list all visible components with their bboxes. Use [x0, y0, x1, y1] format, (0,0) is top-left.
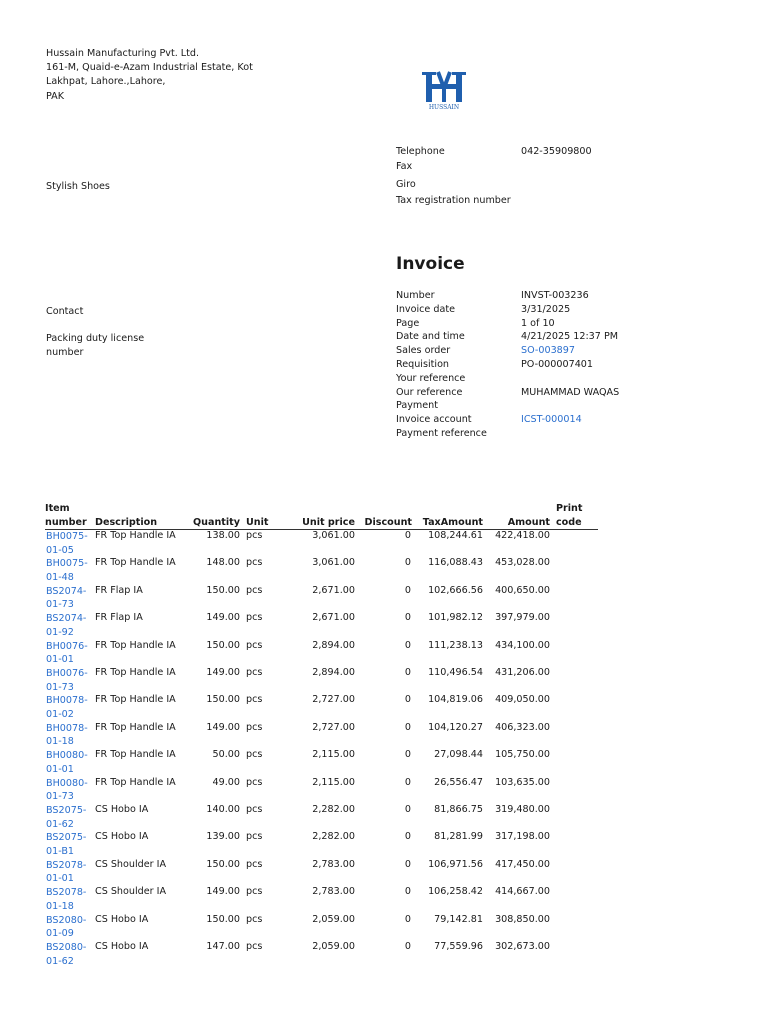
- item-quantity: 139.00: [206, 831, 240, 843]
- item-number-link[interactable]: BS2075- 01-62: [46, 805, 87, 830]
- item-number-link[interactable]: BS2078- 01-18: [46, 887, 87, 912]
- item-description: CS Hobo IA: [95, 913, 149, 925]
- item-description: FR Top Handle IA: [95, 721, 176, 733]
- table-row: [0, 530, 768, 557]
- item-quantity: 150.00: [206, 858, 240, 870]
- item-number-link[interactable]: BH0078- 01-18: [46, 722, 88, 748]
- item-unit-price: 2,671.00: [312, 584, 355, 596]
- header-unit: Unit: [246, 516, 269, 528]
- item-unit-price: 3,061.00: [312, 557, 355, 569]
- item-quantity: 138.00: [206, 530, 240, 541]
- item-tax-amount: 116,088.43: [428, 557, 483, 569]
- item-unit-price: 2,671.00: [312, 612, 355, 624]
- invoice-detail-value[interactable]: ICST-000014: [521, 414, 582, 426]
- item-discount: 0: [404, 721, 411, 733]
- item-description: CS Shoulder IA: [95, 886, 167, 898]
- item-tax-amount: 102,666.56: [428, 584, 483, 596]
- company-name: Hussain Manufacturing Pvt. Ltd.: [46, 48, 200, 59]
- header-description: Description: [95, 516, 158, 528]
- table-row: [0, 749, 768, 776]
- header-discount: Discount: [364, 516, 412, 528]
- invoice-detail-value: 4/21/2025 12:37 PM: [521, 331, 619, 343]
- header-tax-amount: TaxAmount: [422, 516, 483, 528]
- item-unit: pcs: [246, 639, 263, 651]
- item-number-link[interactable]: BH0078- 01-02: [46, 695, 88, 720]
- item-number-link[interactable]: BS2074- 01-73: [46, 585, 87, 611]
- item-unit: pcs: [246, 612, 263, 624]
- item-unit: pcs: [246, 584, 263, 596]
- item-quantity: 149.00: [206, 886, 240, 898]
- logo-text: HUSSAIN: [428, 104, 460, 111]
- contact-info-label: Telephone: [396, 146, 445, 157]
- item-discount: 0: [404, 584, 411, 596]
- item-tax-amount: 104,819.06: [428, 694, 483, 706]
- item-tax-amount: 104,120.27: [428, 721, 483, 733]
- invoice-detail-value: 1 of 10: [521, 317, 555, 329]
- customer-name: Stylish Shoes: [46, 181, 110, 192]
- item-tax-amount: 77,559.96: [434, 941, 483, 952]
- item-number-link[interactable]: BH0076- 01-01: [46, 640, 88, 666]
- item-quantity: 149.00: [206, 667, 240, 678]
- packing-duty-license-label: Packing duty license number: [46, 333, 145, 358]
- table-row: [0, 640, 768, 667]
- item-quantity: 49.00: [212, 776, 240, 788]
- item-description: FR Flap IA: [95, 612, 143, 624]
- invoice-detail-label: Page: [396, 317, 420, 329]
- contact-info-label: Tax registration number: [396, 195, 511, 206]
- item-amount: 414,667.00: [495, 886, 550, 898]
- item-unit-price: 3,061.00: [312, 530, 355, 541]
- contact-info-label: Fax: [396, 161, 413, 172]
- header-unit-price: Unit price: [302, 516, 355, 528]
- item-quantity: 150.00: [206, 694, 240, 706]
- item-number-link[interactable]: BS2078- 01-01: [46, 859, 87, 885]
- item-tax-amount: 101,982.12: [428, 612, 483, 624]
- item-number-link[interactable]: BS2080- 01-09: [46, 914, 87, 940]
- item-amount: 417,450.00: [495, 858, 550, 870]
- item-unit-price: 2,783.00: [312, 858, 355, 870]
- item-unit-price: 2,282.00: [312, 831, 355, 843]
- invoice-detail-value: PO-000007401: [521, 359, 594, 370]
- invoice-detail-value: MUHAMMAD WAQAS: [521, 386, 620, 398]
- item-amount: 406,323.00: [495, 721, 550, 733]
- item-discount: 0: [404, 831, 411, 843]
- item-unit: pcs: [246, 858, 263, 870]
- item-quantity: 149.00: [206, 612, 240, 624]
- invoice-detail-label: Number: [396, 290, 435, 301]
- item-unit-price: 2,894.00: [312, 667, 355, 678]
- invoice-detail-label: Your reference: [396, 372, 466, 384]
- item-description: FR Top Handle IA: [95, 667, 176, 678]
- item-quantity: 148.00: [206, 557, 240, 569]
- item-number-link[interactable]: BH0080- 01-73: [46, 777, 88, 803]
- item-number-link[interactable]: BH0076- 01-73: [46, 668, 88, 693]
- item-description: FR Flap IA: [95, 584, 143, 596]
- item-unit-price: 2,894.00: [312, 639, 355, 651]
- item-tax-amount: 111,238.13: [428, 639, 483, 651]
- table-row: [0, 557, 768, 584]
- header-amount: Amount: [507, 516, 550, 528]
- item-discount: 0: [404, 612, 411, 624]
- item-discount: 0: [404, 557, 411, 569]
- item-amount: 431,206.00: [495, 667, 550, 678]
- item-amount: 317,198.00: [495, 831, 550, 843]
- item-description: CS Hobo IA: [95, 941, 149, 952]
- item-unit-price: 2,115.00: [312, 749, 355, 761]
- invoice-detail-label: Payment reference: [396, 428, 487, 439]
- item-description: FR Top Handle IA: [95, 530, 176, 541]
- item-quantity: 149.00: [206, 721, 240, 733]
- contact-info-label: Giro: [396, 179, 416, 190]
- item-discount: 0: [404, 858, 411, 870]
- item-tax-amount: 81,281.99: [434, 831, 483, 843]
- invoice-detail-label: Date and time: [396, 331, 465, 343]
- item-discount: 0: [404, 886, 411, 898]
- invoice-detail-label: Sales order: [396, 345, 451, 357]
- item-unit: pcs: [246, 913, 263, 925]
- company-address: [46, 47, 266, 104]
- item-unit-price: 2,059.00: [312, 941, 355, 952]
- item-discount: 0: [404, 776, 411, 788]
- item-amount: 308,850.00: [495, 913, 550, 925]
- item-amount: 302,673.00: [495, 941, 550, 952]
- table-row: [0, 585, 768, 612]
- item-unit-price: 2,727.00: [312, 721, 355, 733]
- item-unit: pcs: [246, 804, 263, 815]
- item-unit: pcs: [246, 886, 263, 898]
- item-discount: 0: [404, 749, 411, 761]
- item-number-link[interactable]: BS2080- 01-62: [46, 942, 87, 967]
- item-tax-amount: 108,244.61: [428, 530, 483, 541]
- item-description: CS Hobo IA: [95, 831, 149, 843]
- item-discount: 0: [404, 639, 411, 651]
- table-row: [0, 886, 768, 913]
- item-unit: pcs: [246, 941, 263, 952]
- item-amount: 105,750.00: [495, 749, 550, 761]
- item-unit: pcs: [246, 530, 263, 541]
- table-row: [0, 831, 768, 858]
- item-amount: 400,650.00: [495, 584, 550, 596]
- company-logo: [420, 66, 468, 118]
- item-discount: 0: [404, 667, 411, 678]
- item-amount: 397,979.00: [495, 612, 550, 624]
- item-description: FR Top Handle IA: [95, 639, 176, 651]
- invoice-detail-value[interactable]: SO-003897: [521, 345, 575, 357]
- item-number-link[interactable]: BS2075- 01-B1: [46, 832, 87, 857]
- item-amount: 409,050.00: [495, 694, 550, 706]
- item-description: FR Top Handle IA: [95, 749, 176, 761]
- item-unit: pcs: [246, 667, 263, 678]
- item-unit: pcs: [246, 776, 263, 788]
- invoice-detail-label: Our reference: [396, 386, 463, 398]
- item-unit: pcs: [246, 694, 263, 706]
- item-quantity: 140.00: [206, 804, 240, 815]
- contact-label: Contact: [46, 306, 84, 317]
- company-address-line1: 161-M, Quaid-e-Azam Industrial Estate, Kot: [46, 62, 253, 74]
- item-tax-amount: 81,866.75: [434, 804, 483, 815]
- item-discount: 0: [404, 913, 411, 925]
- table-row: [0, 612, 768, 639]
- item-unit: pcs: [246, 831, 263, 843]
- item-unit-price: 2,727.00: [312, 694, 355, 706]
- item-quantity: 150.00: [206, 913, 240, 925]
- header-print-code: Print code: [556, 503, 583, 528]
- item-unit: pcs: [246, 749, 263, 761]
- item-unit-price: 2,282.00: [312, 804, 355, 815]
- item-unit: pcs: [246, 557, 263, 569]
- contact-info-value: 042-35909800: [521, 146, 592, 157]
- table-row: [0, 667, 768, 694]
- item-description: FR Top Handle IA: [95, 776, 176, 788]
- item-discount: 0: [404, 530, 411, 541]
- item-description: FR Top Handle IA: [95, 694, 176, 706]
- table-row: [0, 722, 768, 749]
- company-address-line2: Lakhpat, Lahore.,Lahore,: [46, 76, 166, 88]
- item-tax-amount: 27,098.44: [434, 749, 483, 761]
- item-number-link[interactable]: BS2074- 01-92: [46, 613, 87, 638]
- table-row: [0, 777, 768, 804]
- item-description: FR Top Handle IA: [95, 557, 176, 569]
- item-number-link[interactable]: BH0075- 01-05: [46, 531, 88, 556]
- item-description: CS Shoulder IA: [95, 858, 167, 870]
- item-amount: 319,480.00: [495, 804, 550, 815]
- item-discount: 0: [404, 694, 411, 706]
- item-number-link[interactable]: BH0075- 01-48: [46, 558, 88, 583]
- item-tax-amount: 26,556.47: [434, 776, 483, 788]
- item-number-link[interactable]: BH0080- 01-01: [46, 750, 88, 775]
- page-title: Invoice: [396, 254, 465, 274]
- item-amount: 453,028.00: [495, 557, 550, 569]
- item-amount: 103,635.00: [495, 776, 550, 788]
- item-quantity: 150.00: [206, 584, 240, 596]
- invoice-detail-label: Payment: [396, 400, 439, 412]
- invoice-detail-value: 3/31/2025: [521, 303, 571, 315]
- item-tax-amount: 79,142.81: [434, 913, 483, 925]
- item-amount: 422,418.00: [495, 530, 550, 541]
- table-row: [0, 859, 768, 886]
- invoice-detail-label: Invoice date: [396, 303, 455, 315]
- table-row: [0, 941, 768, 968]
- item-unit-price: 2,783.00: [312, 886, 355, 898]
- company-country: PAK: [46, 90, 65, 102]
- invoice-detail-label: Requisition: [396, 359, 450, 370]
- table-row: [0, 694, 768, 721]
- item-quantity: 150.00: [206, 639, 240, 651]
- item-quantity: 50.00: [212, 749, 240, 761]
- item-unit: pcs: [246, 721, 263, 733]
- invoice-detail-value: INVST-003236: [521, 290, 589, 301]
- header-quantity: Quantity: [192, 516, 240, 528]
- item-tax-amount: 106,971.56: [428, 858, 483, 870]
- item-discount: 0: [404, 804, 411, 815]
- item-amount: 434,100.00: [495, 639, 550, 651]
- table-row: [0, 804, 768, 831]
- item-tax-amount: 106,258.42: [428, 886, 483, 898]
- item-unit-price: 2,115.00: [312, 776, 355, 788]
- item-quantity: 147.00: [206, 941, 240, 952]
- item-discount: 0: [404, 941, 411, 952]
- header-item-number: Item number: [45, 503, 87, 528]
- item-unit-price: 2,059.00: [312, 913, 355, 925]
- item-tax-amount: 110,496.54: [428, 667, 483, 678]
- item-description: CS Hobo IA: [95, 804, 149, 815]
- table-row: [0, 914, 768, 941]
- invoice-detail-label: Invoice account: [396, 414, 472, 426]
